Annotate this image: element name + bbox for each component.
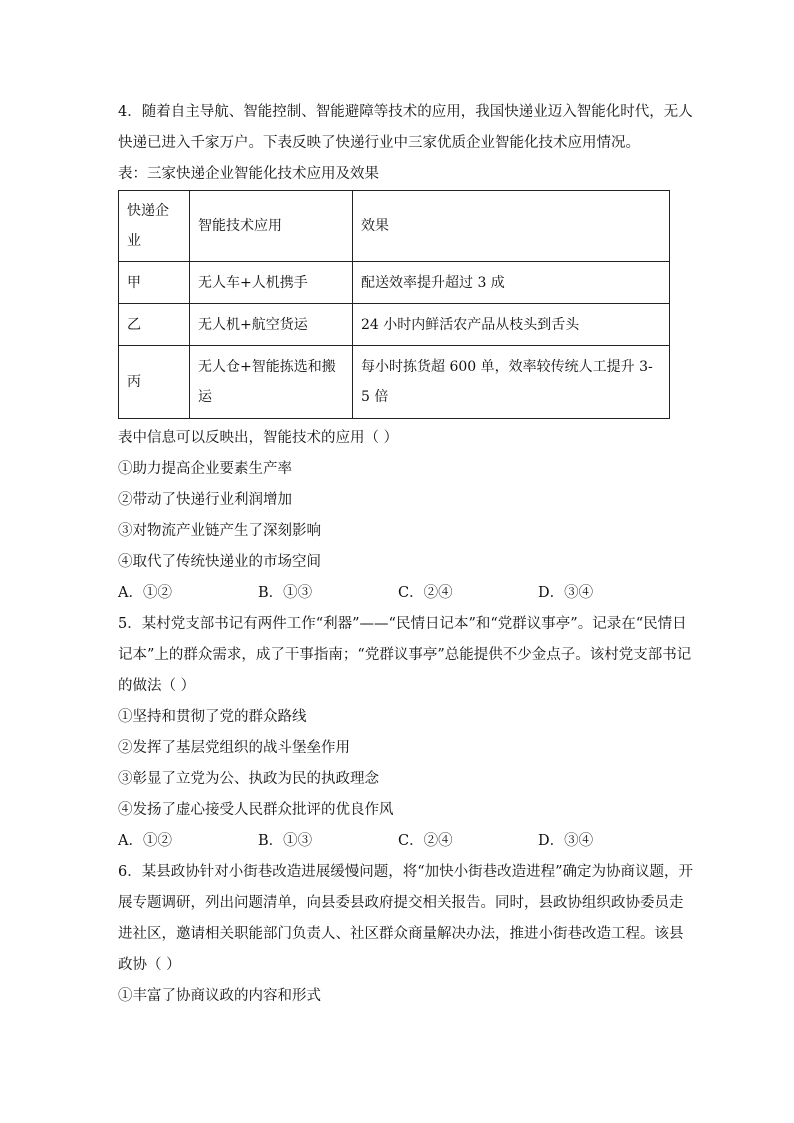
q5-statement-4: ④发扬了虚心接受人民群众批评的优良作风 — [118, 802, 394, 818]
q6-stem-line1: 6．某县政协针对小街巷改造进展缓慢问题，将“加快小街巷改造进程”确定为协商议题，开 — [118, 864, 694, 880]
q4-statement-4: ④取代了传统快递业的市场空间 — [118, 554, 321, 570]
q5-stem-line3: 的做法（ ） — [118, 678, 196, 694]
q4-table-caption: 表：三家快递企业智能化技术应用及效果 — [118, 166, 379, 182]
table-cell: 无人仓+智能拣选和搬运 — [190, 346, 353, 419]
table-cell: 24 小时内鲜活农产品从枝头到舌头 — [353, 304, 670, 346]
q4-stem-line2: 快递已进入千家万户。下表反映了快递行业中三家优质企业智能化技术应用情况。 — [118, 135, 640, 151]
q4-statement-3: ③对物流产业链产生了深刻影响 — [118, 523, 321, 539]
option-b[interactable]: B．①③ — [258, 833, 313, 849]
q6-stem-line2: 展专题调研，列出问题清单，向县委县政府提交相关报告。同时，县政协组织政协委员走 — [118, 895, 684, 911]
header-company: 快递企业 — [119, 191, 190, 262]
option-c[interactable]: C．②④ — [398, 833, 453, 849]
option-a[interactable]: A．①② — [118, 833, 172, 849]
q5-statement-2: ②发挥了基层党组织的战斗堡垒作用 — [118, 740, 350, 756]
q5-stem-line2: 记本”上的群众需求，成了干事指南；“党群议事亭”总能提供不少金点子。该村党支部书记 — [118, 647, 692, 663]
option-a[interactable]: A．①② — [118, 585, 172, 601]
header-tech: 智能技术应用 — [190, 191, 353, 262]
q4-stem-line1: 4．随着自主导航、智能控制、智能避障等技术的应用，我国快递业迈入智能化时代，无人 — [118, 104, 693, 120]
table-cell: 无人车+人机携手 — [190, 262, 353, 304]
table-header-row — [119, 191, 670, 262]
table-row — [119, 346, 670, 419]
q4-statement-2: ②带动了快递行业利润增加 — [118, 492, 292, 508]
table-cell: 乙 — [119, 304, 190, 346]
q6-statement-1: ①丰富了协商议政的内容和形式 — [118, 988, 321, 1004]
q4-options — [118, 582, 593, 604]
q4-question: 表中信息可以反映出，智能技术的应用（ ） — [118, 430, 399, 446]
table-cell: 丙 — [119, 346, 190, 419]
q4-statement-1: ①助力提高企业要素生产率 — [118, 461, 292, 477]
q5-statement-1: ①坚持和贯彻了党的群众路线 — [118, 709, 307, 725]
table-cell: 每小时拣货超 600 单，效率较传统人工提升 3-5 倍 — [353, 346, 670, 419]
table-cell: 无人机+航空货运 — [190, 304, 353, 346]
option-c[interactable]: C．②④ — [398, 585, 453, 601]
q5-options — [118, 830, 593, 852]
option-d[interactable]: D．③④ — [538, 585, 594, 601]
table-cell: 甲 — [119, 262, 190, 304]
q6-stem-line4: 政协（ ） — [118, 957, 181, 973]
option-b[interactable]: B．①③ — [258, 585, 313, 601]
q5-stem-line1: 5．某村党支部书记有两件工作“利器”——“民情日记本”和“党群议事亭”。记录在“民情日 — [118, 616, 687, 632]
table-cell: 配送效率提升超过 3 成 — [353, 262, 670, 304]
option-d[interactable]: D．③④ — [538, 833, 594, 849]
q4-table — [118, 190, 670, 419]
table-row — [119, 304, 670, 346]
table-row — [119, 262, 670, 304]
header-effect: 效果 — [353, 191, 670, 262]
q5-statement-3: ③彰显了立党为公、执政为民的执政理念 — [118, 771, 379, 787]
q6-stem-line3: 进社区，邀请相关职能部门负责人、社区群众商量解决办法，推进小街巷改造工程。该县 — [118, 926, 684, 942]
